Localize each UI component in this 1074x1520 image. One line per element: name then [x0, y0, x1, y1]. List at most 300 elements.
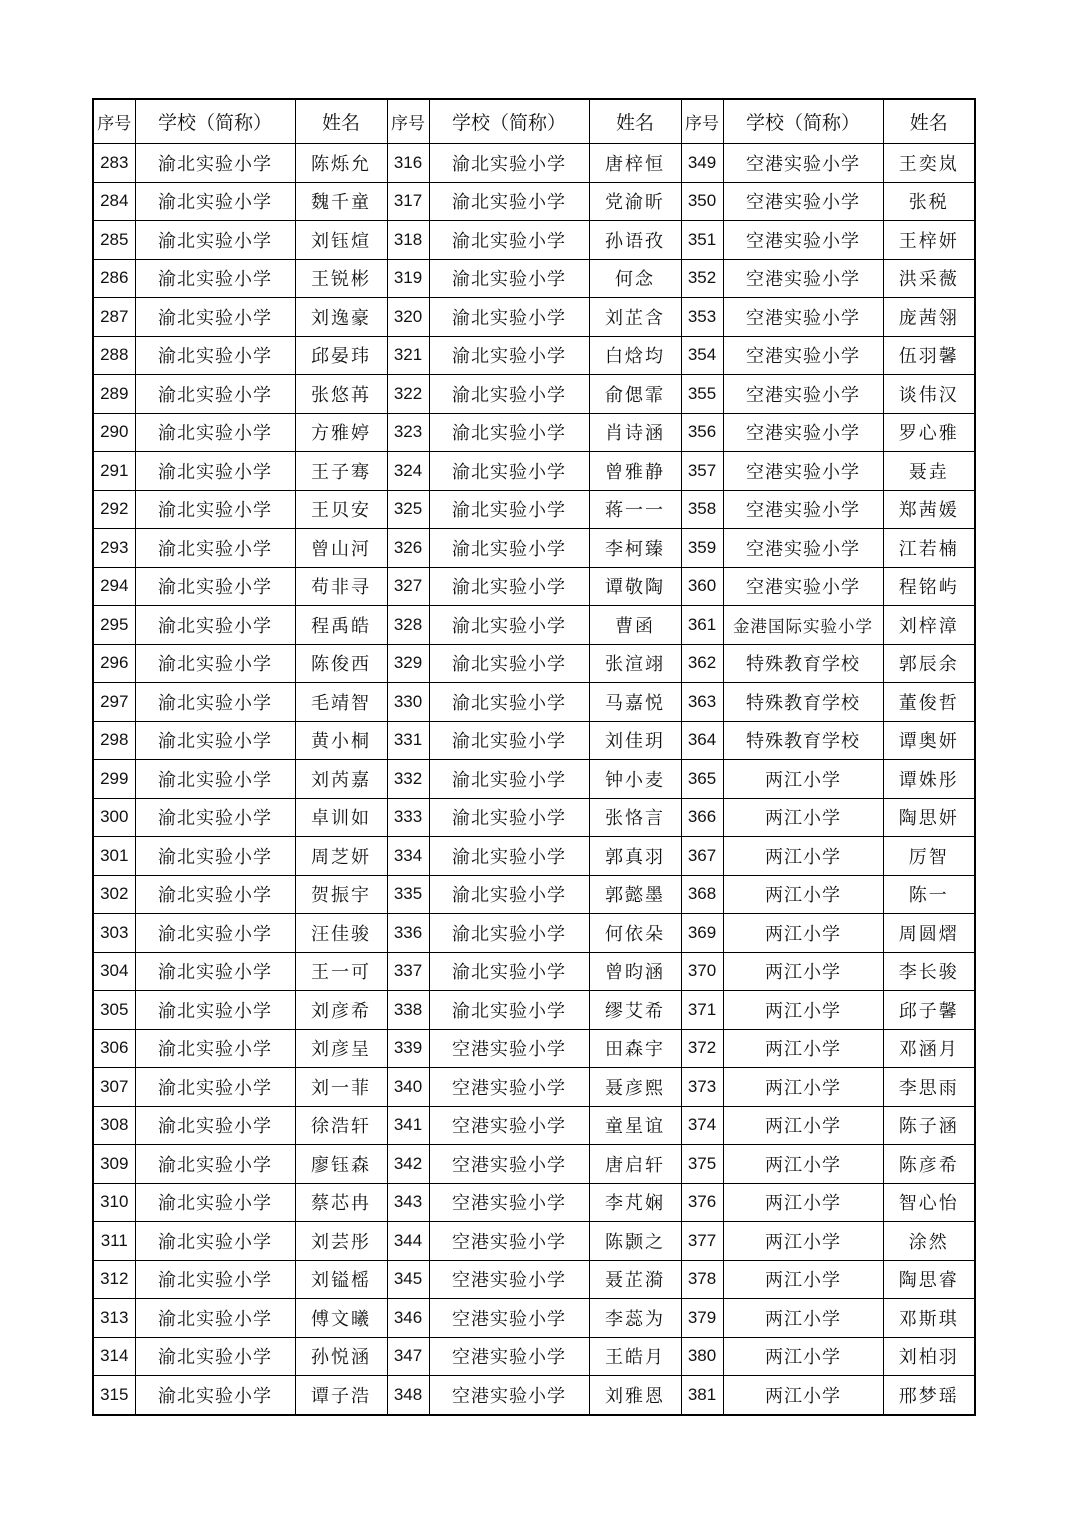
school-name: 渝北实验小学	[429, 298, 589, 337]
entry-number: 379	[681, 1299, 723, 1338]
entry-number: 372	[681, 1029, 723, 1068]
school-name: 渝北实验小学	[135, 529, 295, 568]
table-row	[93, 336, 975, 375]
student-name: 李柯臻	[589, 529, 681, 568]
entry-number: 292	[93, 490, 135, 529]
student-name: 蔡芯冉	[295, 1183, 387, 1222]
header-no: 序号	[387, 99, 429, 144]
school-name: 渝北实验小学	[135, 875, 295, 914]
entry-number: 288	[93, 336, 135, 375]
school-name: 渝北实验小学	[135, 1376, 295, 1415]
student-name: 陈一	[883, 875, 975, 914]
school-name: 渝北实验小学	[135, 490, 295, 529]
student-name: 曾昀涵	[589, 952, 681, 991]
entry-number: 298	[93, 721, 135, 760]
table-row	[93, 413, 975, 452]
student-name: 蒋一一	[589, 490, 681, 529]
student-name: 何念	[589, 259, 681, 298]
entry-number: 332	[387, 760, 429, 799]
entry-number: 304	[93, 952, 135, 991]
entry-number: 354	[681, 336, 723, 375]
table-row	[93, 1145, 975, 1184]
entry-number: 361	[681, 606, 723, 645]
student-name: 童星谊	[589, 1106, 681, 1145]
student-name: 苟非寻	[295, 567, 387, 606]
entry-number: 364	[681, 721, 723, 760]
entry-number: 352	[681, 259, 723, 298]
entry-number: 300	[93, 798, 135, 837]
table-row	[93, 298, 975, 337]
student-name: 王皓月	[589, 1337, 681, 1376]
header-school: 学校（简称）	[723, 99, 883, 144]
student-name: 钟小麦	[589, 760, 681, 799]
school-name: 两江小学	[723, 1337, 883, 1376]
student-name: 陈彦希	[883, 1145, 975, 1184]
entry-number: 341	[387, 1106, 429, 1145]
school-name: 空港实验小学	[723, 336, 883, 375]
student-name: 陶思睿	[883, 1260, 975, 1299]
table-row	[93, 1106, 975, 1145]
school-name: 两江小学	[723, 1068, 883, 1107]
student-name: 李长骏	[883, 952, 975, 991]
student-name: 徐浩轩	[295, 1106, 387, 1145]
header-school: 学校（简称）	[429, 99, 589, 144]
entry-number: 344	[387, 1222, 429, 1261]
student-name: 庞茜翎	[883, 298, 975, 337]
school-name: 渝北实验小学	[429, 259, 589, 298]
school-name: 渝北实验小学	[135, 721, 295, 760]
entry-number: 329	[387, 644, 429, 683]
entry-number: 345	[387, 1260, 429, 1299]
student-name: 唐梓恒	[589, 144, 681, 183]
school-name: 渝北实验小学	[135, 952, 295, 991]
school-name: 渝北实验小学	[429, 567, 589, 606]
student-name: 邱子馨	[883, 991, 975, 1030]
school-name: 渝北实验小学	[135, 1068, 295, 1107]
school-name: 渝北实验小学	[429, 336, 589, 375]
entry-number: 358	[681, 490, 723, 529]
entry-number: 307	[93, 1068, 135, 1107]
school-name: 空港实验小学	[723, 298, 883, 337]
student-name: 方雅婷	[295, 413, 387, 452]
school-name: 空港实验小学	[429, 1029, 589, 1068]
school-name: 渝北实验小学	[429, 683, 589, 722]
school-name: 渝北实验小学	[135, 1337, 295, 1376]
student-name: 俞偲霏	[589, 375, 681, 414]
student-name: 谭敬陶	[589, 567, 681, 606]
school-name: 渝北实验小学	[135, 221, 295, 260]
student-name: 谭子浩	[295, 1376, 387, 1415]
entry-number: 328	[387, 606, 429, 645]
school-name: 两江小学	[723, 1183, 883, 1222]
student-name: 厉智	[883, 837, 975, 876]
school-name: 空港实验小学	[429, 1299, 589, 1338]
school-name: 渝北实验小学	[429, 952, 589, 991]
student-name: 孙语孜	[589, 221, 681, 260]
entry-number: 377	[681, 1222, 723, 1261]
entry-number: 373	[681, 1068, 723, 1107]
student-name: 曹函	[589, 606, 681, 645]
table-row	[93, 1183, 975, 1222]
school-name: 渝北实验小学	[135, 1106, 295, 1145]
student-name: 智心怡	[883, 1183, 975, 1222]
entry-number: 308	[93, 1106, 135, 1145]
entry-number: 316	[387, 144, 429, 183]
student-name: 王梓妍	[883, 221, 975, 260]
entry-number: 360	[681, 567, 723, 606]
table-row	[93, 567, 975, 606]
student-name: 邱晏玮	[295, 336, 387, 375]
student-name: 涂然	[883, 1222, 975, 1261]
student-name: 董俊哲	[883, 683, 975, 722]
entry-number: 368	[681, 875, 723, 914]
entry-number: 353	[681, 298, 723, 337]
entry-number: 299	[93, 760, 135, 799]
student-name: 贺振宇	[295, 875, 387, 914]
table-row	[93, 375, 975, 414]
school-name: 空港实验小学	[429, 1106, 589, 1145]
entry-number: 371	[681, 991, 723, 1030]
entry-number: 305	[93, 991, 135, 1030]
entry-number: 378	[681, 1260, 723, 1299]
school-name: 两江小学	[723, 952, 883, 991]
table-row	[93, 914, 975, 953]
entry-number: 335	[387, 875, 429, 914]
school-name: 空港实验小学	[723, 182, 883, 221]
header-no: 序号	[93, 99, 135, 144]
student-name: 肖诗涵	[589, 413, 681, 452]
school-name: 空港实验小学	[723, 452, 883, 491]
school-name: 渝北实验小学	[135, 683, 295, 722]
student-name: 谭姝彤	[883, 760, 975, 799]
entry-number: 359	[681, 529, 723, 568]
student-name: 聂垚	[883, 452, 975, 491]
student-name: 刘柏羽	[883, 1337, 975, 1376]
school-name: 两江小学	[723, 875, 883, 914]
student-name: 聂芷漪	[589, 1260, 681, 1299]
school-name: 渝北实验小学	[429, 837, 589, 876]
student-name: 唐启轩	[589, 1145, 681, 1184]
entry-number: 296	[93, 644, 135, 683]
entry-number: 312	[93, 1260, 135, 1299]
school-name: 两江小学	[723, 1376, 883, 1415]
school-name: 渝北实验小学	[135, 375, 295, 414]
school-name: 两江小学	[723, 837, 883, 876]
school-name: 渝北实验小学	[135, 298, 295, 337]
school-name: 两江小学	[723, 1106, 883, 1145]
entry-number: 342	[387, 1145, 429, 1184]
entry-number: 330	[387, 683, 429, 722]
school-name: 渝北实验小学	[135, 1299, 295, 1338]
school-name: 渝北实验小学	[429, 490, 589, 529]
school-name: 空港实验小学	[723, 413, 883, 452]
entry-number: 311	[93, 1222, 135, 1261]
school-name: 渝北实验小学	[429, 760, 589, 799]
school-name: 空港实验小学	[429, 1376, 589, 1415]
entry-number: 302	[93, 875, 135, 914]
entry-number: 306	[93, 1029, 135, 1068]
entry-number: 331	[387, 721, 429, 760]
entry-number: 362	[681, 644, 723, 683]
student-name: 李蕊为	[589, 1299, 681, 1338]
entry-number: 315	[93, 1376, 135, 1415]
entry-number: 350	[681, 182, 723, 221]
table-row	[93, 529, 975, 568]
entry-number: 380	[681, 1337, 723, 1376]
entry-number: 318	[387, 221, 429, 260]
entry-number: 374	[681, 1106, 723, 1145]
student-name: 曾山河	[295, 529, 387, 568]
header-school: 学校（简称）	[135, 99, 295, 144]
school-name: 渝北实验小学	[135, 798, 295, 837]
entry-number: 356	[681, 413, 723, 452]
entry-number: 370	[681, 952, 723, 991]
school-name: 渝北实验小学	[135, 760, 295, 799]
student-name: 邢梦瑶	[883, 1376, 975, 1415]
school-name: 两江小学	[723, 760, 883, 799]
school-name: 渝北实验小学	[135, 644, 295, 683]
entry-number: 320	[387, 298, 429, 337]
school-name: 渝北实验小学	[135, 837, 295, 876]
school-name: 渝北实验小学	[135, 914, 295, 953]
student-name: 魏千童	[295, 182, 387, 221]
entry-number: 317	[387, 182, 429, 221]
entry-number: 367	[681, 837, 723, 876]
entry-number: 297	[93, 683, 135, 722]
student-name: 刘芸彤	[295, 1222, 387, 1261]
entry-number: 351	[681, 221, 723, 260]
student-name: 周圆熠	[883, 914, 975, 953]
student-name: 陈颢之	[589, 1222, 681, 1261]
entry-number: 290	[93, 413, 135, 452]
entry-number: 375	[681, 1145, 723, 1184]
student-name: 何依朵	[589, 914, 681, 953]
table-row	[93, 837, 975, 876]
roster-table	[92, 98, 976, 1416]
student-name: 傅文曦	[295, 1299, 387, 1338]
student-name: 刘彦呈	[295, 1029, 387, 1068]
school-name: 渝北实验小学	[135, 606, 295, 645]
student-name: 刘雅恩	[589, 1376, 681, 1415]
entry-number: 348	[387, 1376, 429, 1415]
school-name: 渝北实验小学	[135, 1222, 295, 1261]
entry-number: 334	[387, 837, 429, 876]
school-name: 空港实验小学	[429, 1068, 589, 1107]
entry-number: 303	[93, 914, 135, 953]
school-name: 渝北实验小学	[429, 606, 589, 645]
student-name: 刘钰煊	[295, 221, 387, 260]
school-name: 空港实验小学	[723, 259, 883, 298]
student-name: 邓涵月	[883, 1029, 975, 1068]
school-name: 渝北实验小学	[135, 336, 295, 375]
entry-number: 321	[387, 336, 429, 375]
school-name: 渝北实验小学	[135, 259, 295, 298]
entry-number: 357	[681, 452, 723, 491]
table-row	[93, 760, 975, 799]
school-name: 两江小学	[723, 1029, 883, 1068]
header-name: 姓名	[589, 99, 681, 144]
school-name: 渝北实验小学	[135, 1145, 295, 1184]
school-name: 空港实验小学	[723, 144, 883, 183]
table-row	[93, 1222, 975, 1261]
entry-number: 323	[387, 413, 429, 452]
entry-number: 284	[93, 182, 135, 221]
table-row	[93, 952, 975, 991]
student-name: 卓训如	[295, 798, 387, 837]
student-name: 刘镒榣	[295, 1260, 387, 1299]
school-name: 渝北实验小学	[429, 182, 589, 221]
student-name: 王锐彬	[295, 259, 387, 298]
student-name: 黄小桐	[295, 721, 387, 760]
student-name: 党渝昕	[589, 182, 681, 221]
school-name: 特殊教育学校	[723, 683, 883, 722]
school-name: 渝北实验小学	[135, 1183, 295, 1222]
header-row	[93, 99, 975, 144]
table-row	[93, 798, 975, 837]
table-row	[93, 1260, 975, 1299]
entry-number: 355	[681, 375, 723, 414]
student-name: 郑茜媛	[883, 490, 975, 529]
school-name: 渝北实验小学	[135, 991, 295, 1030]
school-name: 空港实验小学	[429, 1260, 589, 1299]
table-row	[93, 721, 975, 760]
table-row	[93, 644, 975, 683]
entry-number: 301	[93, 837, 135, 876]
entry-number: 295	[93, 606, 135, 645]
student-name: 罗心雅	[883, 413, 975, 452]
school-name: 渝北实验小学	[135, 452, 295, 491]
school-name: 渝北实验小学	[429, 991, 589, 1030]
entry-number: 287	[93, 298, 135, 337]
school-name: 空港实验小学	[723, 567, 883, 606]
header-name: 姓名	[295, 99, 387, 144]
school-name: 空港实验小学	[723, 375, 883, 414]
entry-number: 349	[681, 144, 723, 183]
table-row	[93, 221, 975, 260]
school-name: 渝北实验小学	[429, 875, 589, 914]
student-name: 刘一菲	[295, 1068, 387, 1107]
school-name: 空港实验小学	[429, 1145, 589, 1184]
student-name: 程铭屿	[883, 567, 975, 606]
student-name: 王一可	[295, 952, 387, 991]
student-name: 张恪言	[589, 798, 681, 837]
table-row	[93, 1376, 975, 1415]
student-name: 张税	[883, 182, 975, 221]
table-row	[93, 182, 975, 221]
student-name: 缪艾希	[589, 991, 681, 1030]
school-name: 特殊教育学校	[723, 644, 883, 683]
entry-number: 325	[387, 490, 429, 529]
table-row	[93, 490, 975, 529]
student-name: 毛靖智	[295, 683, 387, 722]
student-name: 邓斯琪	[883, 1299, 975, 1338]
table-row	[93, 144, 975, 183]
school-name: 渝北实验小学	[429, 721, 589, 760]
table-row	[93, 991, 975, 1030]
table-row	[93, 683, 975, 722]
student-name: 刘彦希	[295, 991, 387, 1030]
student-name: 李芃娴	[589, 1183, 681, 1222]
entry-number: 322	[387, 375, 429, 414]
entry-number: 313	[93, 1299, 135, 1338]
school-name: 空港实验小学	[429, 1222, 589, 1261]
school-name: 渝北实验小学	[429, 452, 589, 491]
school-name: 金港国际实验小学	[723, 606, 883, 645]
student-name: 马嘉悦	[589, 683, 681, 722]
student-name: 郭辰余	[883, 644, 975, 683]
student-name: 刘佳玥	[589, 721, 681, 760]
student-name: 李思雨	[883, 1068, 975, 1107]
school-name: 渝北实验小学	[135, 144, 295, 183]
entry-number: 376	[681, 1183, 723, 1222]
school-name: 渝北实验小学	[135, 1029, 295, 1068]
table-row	[93, 606, 975, 645]
school-name: 两江小学	[723, 1145, 883, 1184]
school-name: 渝北实验小学	[429, 529, 589, 568]
student-name: 郭懿墨	[589, 875, 681, 914]
school-name: 空港实验小学	[723, 529, 883, 568]
student-name: 汪佳骏	[295, 914, 387, 953]
entry-number: 293	[93, 529, 135, 568]
table-body	[93, 144, 975, 1415]
entry-number: 309	[93, 1145, 135, 1184]
entry-number: 289	[93, 375, 135, 414]
table-row	[93, 1068, 975, 1107]
table-row	[93, 452, 975, 491]
entry-number: 337	[387, 952, 429, 991]
entry-number: 340	[387, 1068, 429, 1107]
student-name: 刘梓漳	[883, 606, 975, 645]
entry-number: 286	[93, 259, 135, 298]
entry-number: 319	[387, 259, 429, 298]
student-name: 曾雅静	[589, 452, 681, 491]
school-name: 渝北实验小学	[429, 221, 589, 260]
student-name: 程禹皓	[295, 606, 387, 645]
student-name: 陈烁允	[295, 144, 387, 183]
student-name: 陈俊西	[295, 644, 387, 683]
student-name: 谈伟汉	[883, 375, 975, 414]
entry-number: 327	[387, 567, 429, 606]
entry-number: 365	[681, 760, 723, 799]
school-name: 两江小学	[723, 1260, 883, 1299]
school-name: 渝北实验小学	[429, 644, 589, 683]
school-name: 空港实验小学	[429, 1183, 589, 1222]
table-row	[93, 1337, 975, 1376]
school-name: 渝北实验小学	[135, 182, 295, 221]
table-row	[93, 875, 975, 914]
entry-number: 314	[93, 1337, 135, 1376]
entry-number: 343	[387, 1183, 429, 1222]
table-row	[93, 1029, 975, 1068]
table-row	[93, 1299, 975, 1338]
entry-number: 326	[387, 529, 429, 568]
entry-number: 363	[681, 683, 723, 722]
student-name: 孙悦涵	[295, 1337, 387, 1376]
student-name: 谭奥妍	[883, 721, 975, 760]
student-name: 廖钰森	[295, 1145, 387, 1184]
school-name: 渝北实验小学	[429, 144, 589, 183]
table-row	[93, 259, 975, 298]
entry-number: 336	[387, 914, 429, 953]
entry-number: 310	[93, 1183, 135, 1222]
school-name: 渝北实验小学	[135, 1260, 295, 1299]
entry-number: 294	[93, 567, 135, 606]
school-name: 渝北实验小学	[429, 914, 589, 953]
school-name: 两江小学	[723, 1299, 883, 1338]
school-name: 空港实验小学	[723, 490, 883, 529]
school-name: 渝北实验小学	[429, 798, 589, 837]
school-name: 空港实验小学	[723, 221, 883, 260]
